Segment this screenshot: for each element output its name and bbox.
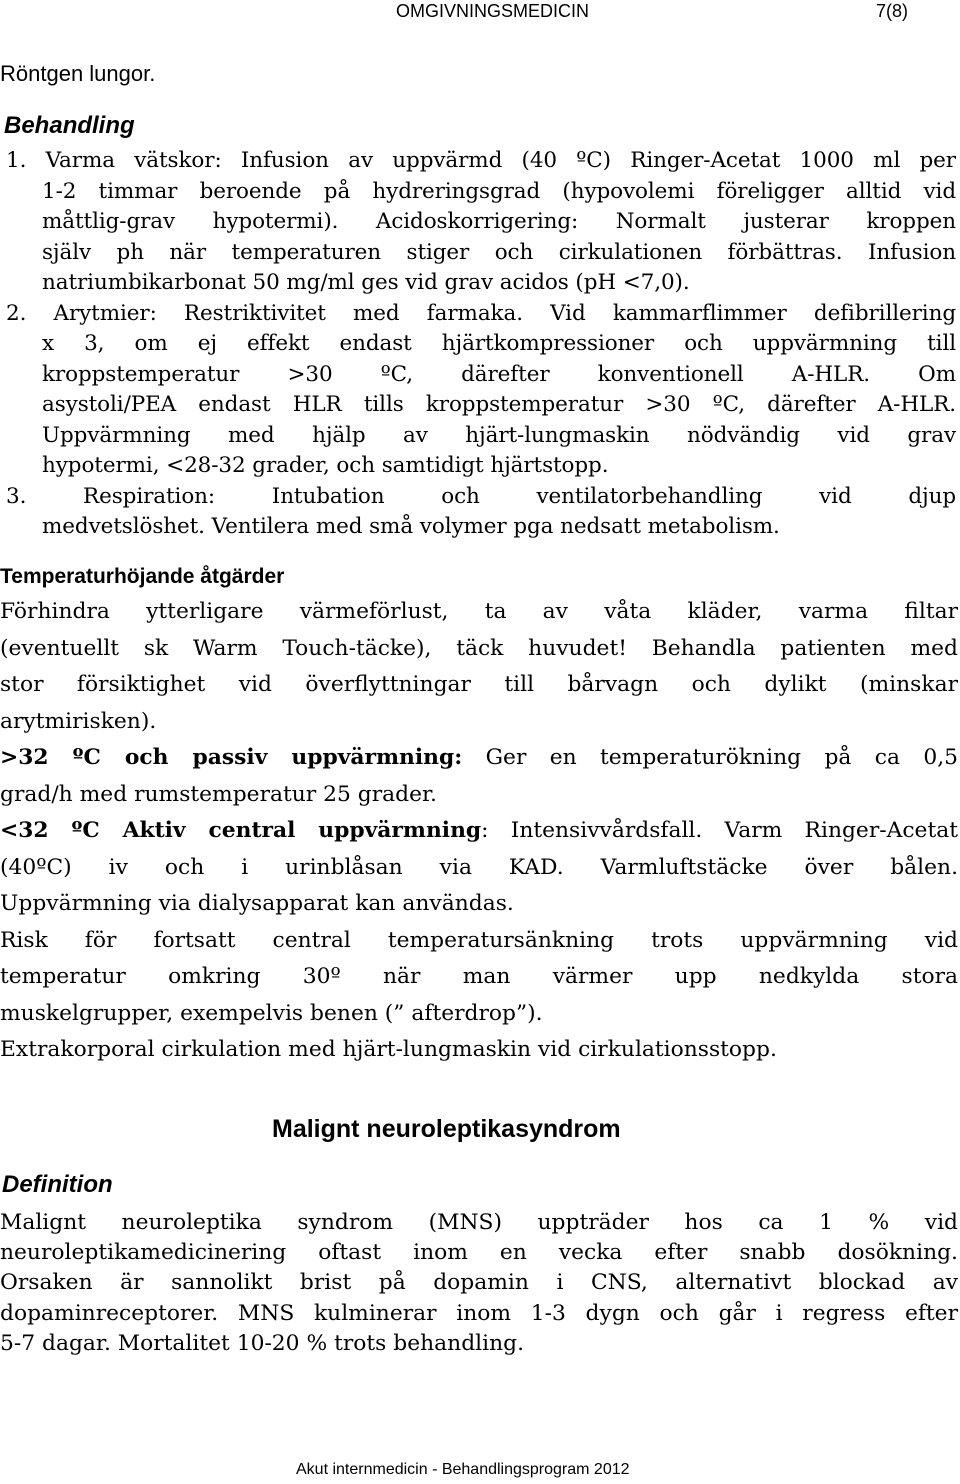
page-number: 7(8) <box>876 1 909 21</box>
active-label: <32 ºC Aktiv central uppvärmning <box>0 818 482 843</box>
active-line: (40ºC) iv och i urinblåsan via KAD. Varmluftstäcke över bålen. <box>0 854 958 880</box>
warming-line: stor försiktighet vid överflyttningar till bårvagn och dylikt (minskar <box>0 672 958 697</box>
definition-heading: Definition <box>2 1171 113 1198</box>
warming-heading: Temperaturhöjande åtgärder <box>0 565 285 588</box>
treatment-line: 1. Varma vätskor: Infusion av uppvärmd (40 ºC) Ringer-Acetat 1000 ml per <box>6 148 956 173</box>
treatment-line: medvetslöshet. Ventilera med små volymer pga nedsatt metabolism. <box>42 514 780 539</box>
passive-label: >32 ºC och passiv uppvärmning: <box>0 745 463 770</box>
treatment-list <box>6 146 956 543</box>
active-line: temperatur omkring 30º när man värmer upp nedkylda stora <box>0 964 958 989</box>
passive-line <box>0 740 958 777</box>
treatment-line: måttlig-grav hypotermi). Acidoskorrigering: Normalt justerar kroppen <box>42 209 956 234</box>
treatment-line: asystoli/PEA endast HLR tills kroppstemperatur >30 ºC, därefter A-HLR. <box>42 392 956 417</box>
treatment-line: Uppvärmning med hjälp av hjärt-lungmaskin nödvändig vid grav <box>42 422 956 448</box>
treatment-line: hypotermi, <28-32 grader, och samtidigt hjärtstopp. <box>42 453 609 478</box>
warming-line: arytmirisken). <box>0 708 157 734</box>
treatment-line: 1-2 timmar beroende på hydreringsgrad (hypovolemi föreligger alltid vid <box>42 178 956 204</box>
active-line: Risk för fortsatt central temperatursänkning trots uppvärmning vid <box>0 927 958 953</box>
intro-line <box>0 60 960 88</box>
passive-text: Ger en temperaturökning på ca 0,5 <box>462 745 958 770</box>
treatment-heading: Behandling <box>4 112 135 139</box>
treatment-line: natriumbikarbonat 50 mg/ml ges vid grav acidos (pH <7,0). <box>42 270 690 295</box>
definition-line: Malignt neuroleptika syndrom (MNS) uppträder hos ca 1 % vid <box>0 1210 958 1235</box>
active-text: : Intensivvårdsfall. Varm Ringer-Acetat <box>481 818 958 843</box>
intro-text: Röntgen lungor. <box>0 61 156 86</box>
mns-title: Malignt neuroleptikasyndrom <box>272 1115 621 1143</box>
treatment-line: 2. Arytmier: Restriktivitet med farmaka. Vid kammarflimmer defibrillering <box>6 300 956 326</box>
warming-line: (eventuellt sk Warm Touch-täcke), täck huvudet! Behandla patienten med <box>0 635 958 661</box>
page-header <box>396 0 909 22</box>
passive-line-2: grad/h med rumstemperatur 25 grader. <box>0 781 437 807</box>
active-line: muskelgrupper, exempelvis benen (” afterdrop”). <box>0 1000 543 1026</box>
definition-line: neuroleptikamedicinering oftast inom en vecka efter snabb dosökning. <box>0 1240 958 1266</box>
treatment-line: x 3, om ej effekt endast hjärtkompressioner och uppvärmning till <box>42 331 956 356</box>
active-line <box>0 813 958 850</box>
header-title: OMGIVNINGSMEDICIN <box>396 1 590 21</box>
active-line: Extrakorporal cirkulation med hjärt-lungmaskin vid cirkulationsstopp. <box>0 1037 777 1062</box>
page-footer: Akut internmedicin - Behandlingsprogram 2012 <box>296 1461 630 1478</box>
warming-line: Förhindra ytterligare värmeförlust, ta av våta kläder, varma filtar <box>0 599 958 624</box>
treatment-line: själv ph när temperaturen stiger och cirkulationen förbättras. Infusion <box>42 239 956 265</box>
active-line: Uppvärmning via dialysapparat kan användas. <box>0 891 514 916</box>
treatment-line: kroppstemperatur >30 ºC, därefter konventionell A-HLR. Om <box>42 361 956 387</box>
definition-line: Orsaken är sannolikt brist på dopamin i CNS, alternativt blockad av <box>0 1270 958 1296</box>
treatment-line: 3. Respiration: Intubation och ventilatorbehandling vid djup <box>6 483 956 509</box>
warming-intro <box>0 594 958 1069</box>
definition-line: 5-7 dagar. Mortalitet 10-20 % trots behandling. <box>0 1330 525 1356</box>
mns-definition <box>0 1208 958 1359</box>
definition-line: dopaminreceptorer. MNS kulminerar inom 1-3 dygn och går i regress efter <box>0 1300 958 1326</box>
